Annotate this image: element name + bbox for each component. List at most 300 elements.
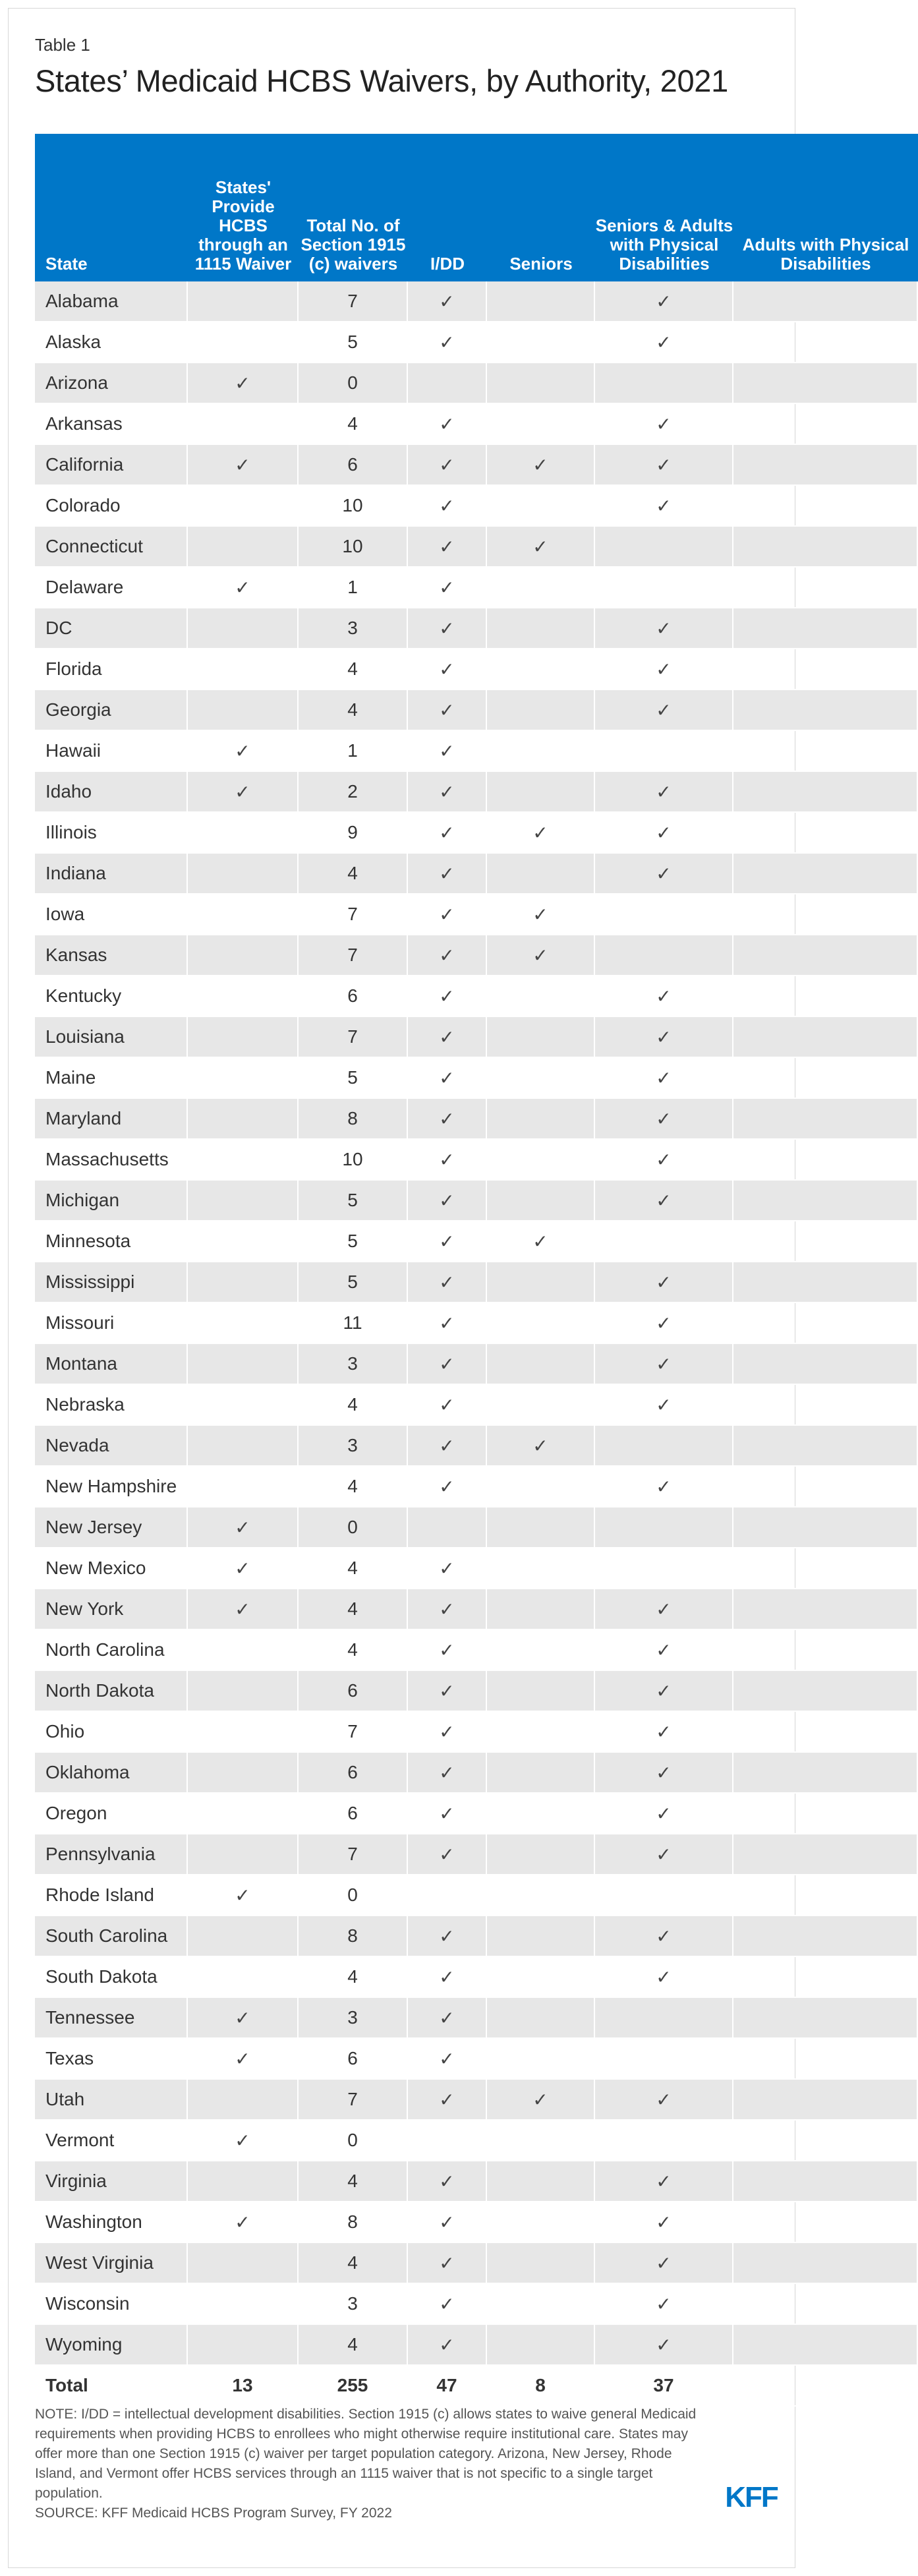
idd-cell <box>408 1508 487 1548</box>
check-icon: ✓ <box>235 454 250 476</box>
seniors-cell <box>487 363 595 404</box>
total-1915c-cell: 10 <box>299 527 408 568</box>
waiver-1115-cell <box>188 1467 299 1508</box>
seniors-cell <box>487 1548 595 1589</box>
check-icon: ✓ <box>235 2211 250 2233</box>
idd-cell <box>408 1262 487 1303</box>
adults-pd-cell <box>733 2202 918 2243</box>
seniors-adults-pd-cell <box>595 1712 733 1753</box>
state-cell: Maryland <box>35 1099 188 1140</box>
adults-pd-cell <box>733 1262 918 1303</box>
waiver-1115-cell <box>188 2121 299 2161</box>
seniors-cell <box>487 322 595 363</box>
header-idd: I/DD <box>408 134 487 281</box>
check-icon: ✓ <box>439 2006 455 2029</box>
seniors-adults-pd-cell <box>595 1875 733 1916</box>
total-1915c-cell: 4 <box>299 649 408 690</box>
seniors-cell <box>487 1834 595 1875</box>
check-icon: ✓ <box>235 780 250 803</box>
idd-cell <box>408 445 487 486</box>
seniors-adults-pd-cell <box>595 1630 733 1671</box>
check-icon: ✓ <box>532 535 548 558</box>
adults-pd-cell <box>733 813 918 854</box>
table-row <box>35 1589 918 1630</box>
seniors-cell <box>487 813 595 854</box>
seniors-cell <box>487 1794 595 1834</box>
state-cell: Louisiana <box>35 1017 188 1058</box>
total-1915c-cell: 4 <box>299 1589 408 1630</box>
idd-cell <box>408 363 487 404</box>
waiver-1115-cell <box>188 1875 299 1916</box>
seniors-cell <box>487 1508 595 1548</box>
waiver-1115-cell <box>188 649 299 690</box>
seniors-cell <box>487 2121 595 2161</box>
footnote <box>35 2405 707 2523</box>
idd-cell <box>408 935 487 976</box>
total-1915c-cell: 8 <box>299 2202 408 2243</box>
table-body <box>35 281 918 2407</box>
idd-cell <box>408 2325 487 2366</box>
check-icon: ✓ <box>235 576 250 599</box>
idd-cell <box>408 772 487 813</box>
idd-cell <box>408 1221 487 1262</box>
seniors-adults-pd-cell <box>595 690 733 731</box>
idd-cell <box>408 854 487 894</box>
check-icon: ✓ <box>235 1598 250 1620</box>
seniors-cell <box>487 1262 595 1303</box>
state-cell: Texas <box>35 2039 188 2080</box>
seniors-cell <box>487 935 595 976</box>
idd-cell <box>408 1875 487 1916</box>
check-icon: ✓ <box>235 2047 250 2070</box>
seniors-adults-pd-cell <box>595 1344 733 1385</box>
seniors-adults-pd-cell <box>595 1099 733 1140</box>
waiver-1115-cell <box>188 935 299 976</box>
state-cell: Washington <box>35 2202 188 2243</box>
total-1915c-cell: 0 <box>299 2121 408 2161</box>
table-row <box>35 527 918 568</box>
check-icon: ✓ <box>439 1067 455 1089</box>
seniors-adults-pd-cell <box>595 1753 733 1794</box>
seniors-adults-pd-cell <box>595 1017 733 1058</box>
table-row <box>35 2121 918 2161</box>
state-cell: Oregon <box>35 1794 188 1834</box>
adults-pd-cell <box>733 363 918 404</box>
table-scroll-container[interactable] <box>35 134 909 2395</box>
seniors-adults-pd-cell <box>595 1834 733 1875</box>
seniors-adults-pd-cell <box>595 1303 733 1344</box>
adults-pd-cell <box>733 1426 918 1467</box>
table-row <box>35 1671 918 1712</box>
waiver-1115-cell <box>188 1262 299 1303</box>
total-1915c-cell: 11 <box>299 1303 408 1344</box>
idd-cell <box>408 1671 487 1712</box>
total-1915c-cell: 10 <box>299 1140 408 1181</box>
adults-pd-cell <box>733 2080 918 2121</box>
table-row <box>35 1794 918 1834</box>
table-row <box>35 2161 918 2202</box>
table-row <box>35 1017 918 1058</box>
check-icon: ✓ <box>656 1107 672 1130</box>
check-icon: ✓ <box>439 862 455 885</box>
waiver-1115-cell <box>188 322 299 363</box>
state-cell: New Hampshire <box>35 1467 188 1508</box>
total-1915c-cell: 7 <box>299 1834 408 1875</box>
table-row <box>35 1181 918 1221</box>
idd-cell <box>408 1712 487 1753</box>
state-cell: Maine <box>35 1058 188 1099</box>
state-cell: Pennsylvania <box>35 1834 188 1875</box>
total-1915c-cell: 3 <box>299 1998 408 2039</box>
adults-pd-cell <box>733 1548 918 1589</box>
adults-pd-cell <box>733 894 918 935</box>
idd-cell <box>408 2284 487 2325</box>
waiver-1115-cell <box>188 1426 299 1467</box>
state-cell: Delaware <box>35 568 188 608</box>
check-icon: ✓ <box>656 331 672 353</box>
check-icon: ✓ <box>439 985 455 1007</box>
seniors-adults-pd-cell <box>595 568 733 608</box>
waiver-1115-cell <box>188 2243 299 2284</box>
waiver-1115-cell <box>188 1140 299 1181</box>
waiver-1115-cell <box>188 1834 299 1875</box>
state-cell: Kansas <box>35 935 188 976</box>
adults-pd-cell <box>733 1385 918 1426</box>
check-icon: ✓ <box>439 2252 455 2274</box>
state-cell: Massachusetts <box>35 1140 188 1181</box>
waiver-1115-cell <box>188 894 299 935</box>
table-row <box>35 445 918 486</box>
state-cell: Iowa <box>35 894 188 935</box>
check-icon: ✓ <box>439 1475 455 1498</box>
state-cell: Arkansas <box>35 404 188 445</box>
total-1915c-cell: 4 <box>299 404 408 445</box>
idd-cell <box>408 1181 487 1221</box>
seniors-cell <box>487 1344 595 1385</box>
table-row <box>35 1467 918 1508</box>
check-icon: ✓ <box>656 699 672 721</box>
table-row <box>35 649 918 690</box>
total-1915c-cell: 7 <box>299 281 408 322</box>
page-title: States’ Medicaid HCBS Waivers, by Authority, 2021 <box>35 63 728 98</box>
waiver-1115-cell <box>188 1058 299 1099</box>
seniors-cell <box>487 2243 595 2284</box>
seniors-adults-pd-cell <box>595 854 733 894</box>
check-icon: ✓ <box>656 1966 672 1988</box>
idd-cell <box>408 1303 487 1344</box>
seniors-adults-pd-cell <box>595 363 733 404</box>
total-1915c-cell: 4 <box>299 1467 408 1508</box>
seniors-cell <box>487 1017 595 1058</box>
idd-cell <box>408 1344 487 1385</box>
seniors-adults-pd-cell <box>595 1467 733 1508</box>
check-icon: ✓ <box>656 2211 672 2233</box>
table-row <box>35 690 918 731</box>
idd-cell <box>408 281 487 322</box>
check-icon: ✓ <box>439 1639 455 1661</box>
waiver-1115-cell <box>188 1753 299 1794</box>
adults-pd-cell <box>733 854 918 894</box>
waiver-1115-cell: 13 <box>188 2366 299 2407</box>
check-icon: ✓ <box>656 1639 672 1661</box>
idd-cell <box>408 1753 487 1794</box>
seniors-cell <box>487 2202 595 2243</box>
table-row <box>35 1753 918 1794</box>
seniors-cell <box>487 1181 595 1221</box>
state-cell: Oklahoma <box>35 1753 188 1794</box>
header-adults-pd: Adults with Physical Disabilities <box>733 134 918 281</box>
waiver-1115-cell <box>188 813 299 854</box>
state-cell: Hawaii <box>35 731 188 772</box>
table-row <box>35 486 918 527</box>
total-1915c-cell: 7 <box>299 935 408 976</box>
idd-cell <box>408 2243 487 2284</box>
check-icon: ✓ <box>439 780 455 803</box>
state-cell: Total <box>35 2366 188 2407</box>
state-cell: Connecticut <box>35 527 188 568</box>
idd-cell <box>408 1916 487 1957</box>
waiver-1115-cell <box>188 2161 299 2202</box>
state-cell: Michigan <box>35 1181 188 1221</box>
table-row <box>35 1957 918 1998</box>
waiver-1115-cell <box>188 854 299 894</box>
check-icon: ✓ <box>656 1761 672 1784</box>
waiver-1115-cell <box>188 445 299 486</box>
check-icon: ✓ <box>439 1312 455 1334</box>
adults-pd-cell <box>733 568 918 608</box>
table-row <box>35 1344 918 1385</box>
adults-pd-cell <box>733 731 918 772</box>
seniors-cell <box>487 1467 595 1508</box>
check-icon: ✓ <box>656 2170 672 2192</box>
adults-pd-cell <box>733 2325 918 2366</box>
idd-cell <box>408 2080 487 2121</box>
total-1915c-cell: 2 <box>299 772 408 813</box>
total-1915c-cell: 7 <box>299 894 408 935</box>
table-row <box>35 731 918 772</box>
total-1915c-cell: 5 <box>299 1181 408 1221</box>
idd-cell <box>408 1794 487 1834</box>
waiver-1115-cell <box>188 486 299 527</box>
waiver-1115-cell <box>188 1548 299 1589</box>
check-icon: ✓ <box>439 1026 455 1048</box>
check-icon: ✓ <box>439 2170 455 2192</box>
seniors-adults-pd-cell <box>595 2080 733 2121</box>
note-text: NOTE: I/DD = intellectual development disabilities. Section 1915 (c) allows states to waive general Medicaid requirements when providing HCBS to enrollees who might otherwise require institutional care. States may offer more than one Section 1915 (c) waiver per target population category. Arizona, New Jersey, Rhode Island, and Vermont offer HCBS services through an 1115 waiver that is not specific to a single target population. <box>35 2407 697 2501</box>
header-seniors: Seniors <box>487 134 595 281</box>
total-1915c-cell: 6 <box>299 1671 408 1712</box>
idd-cell <box>408 404 487 445</box>
total-1915c-cell: 1 <box>299 568 408 608</box>
state-cell: Alaska <box>35 322 188 363</box>
check-icon: ✓ <box>656 821 672 844</box>
adults-pd-cell <box>733 1671 918 1712</box>
adults-pd-cell <box>733 2284 918 2325</box>
table-row <box>35 1875 918 1916</box>
total-1915c-cell: 0 <box>299 1875 408 1916</box>
seniors-cell: 8 <box>487 2366 595 2407</box>
idd-cell <box>408 486 487 527</box>
seniors-cell <box>487 568 595 608</box>
source-text: SOURCE: KFF Medicaid HCBS Program Survey, FY 2022 <box>35 2505 392 2521</box>
check-icon: ✓ <box>439 1720 455 1743</box>
state-cell: North Carolina <box>35 1630 188 1671</box>
seniors-cell <box>487 2325 595 2366</box>
total-1915c-cell: 8 <box>299 1916 408 1957</box>
table-row <box>35 2325 918 2366</box>
check-icon: ✓ <box>439 494 455 517</box>
waiver-1115-cell <box>188 2325 299 2366</box>
total-row <box>35 2366 918 2407</box>
total-1915c-cell: 4 <box>299 690 408 731</box>
seniors-adults-pd-cell <box>595 2202 733 2243</box>
waiver-1115-cell <box>188 608 299 649</box>
total-1915c-cell: 6 <box>299 1753 408 1794</box>
seniors-adults-pd-cell <box>595 1508 733 1548</box>
state-cell: West Virginia <box>35 2243 188 2284</box>
seniors-adults-pd-cell <box>595 976 733 1017</box>
waiver-1115-cell <box>188 690 299 731</box>
waiver-1115-cell <box>188 1630 299 1671</box>
check-icon: ✓ <box>235 2129 250 2152</box>
check-icon: ✓ <box>439 699 455 721</box>
seniors-cell <box>487 1957 595 1998</box>
table-row <box>35 1548 918 1589</box>
idd-cell <box>408 1998 487 2039</box>
table-row <box>35 1998 918 2039</box>
check-icon: ✓ <box>439 1802 455 1825</box>
check-icon: ✓ <box>656 1843 672 1865</box>
check-icon: ✓ <box>235 2006 250 2029</box>
total-1915c-cell: 3 <box>299 1344 408 1385</box>
adults-pd-cell <box>733 1221 918 1262</box>
check-icon: ✓ <box>532 903 548 925</box>
total-1915c-cell: 3 <box>299 608 408 649</box>
total-1915c-cell: 4 <box>299 854 408 894</box>
idd-cell <box>408 1140 487 1181</box>
idd-cell <box>408 976 487 1017</box>
seniors-cell <box>487 854 595 894</box>
waiver-1115-cell <box>188 404 299 445</box>
state-cell: Tennessee <box>35 1998 188 2039</box>
check-icon: ✓ <box>656 290 672 312</box>
idd-cell <box>408 1589 487 1630</box>
idd-cell <box>408 1630 487 1671</box>
waiver-1115-cell <box>188 1385 299 1426</box>
check-icon: ✓ <box>439 2211 455 2233</box>
seniors-adults-pd-cell <box>595 935 733 976</box>
state-cell: New Jersey <box>35 1508 188 1548</box>
check-icon: ✓ <box>439 903 455 925</box>
idd-cell <box>408 731 487 772</box>
check-icon: ✓ <box>532 1434 548 1457</box>
total-1915c-cell: 4 <box>299 1957 408 1998</box>
adults-pd-cell <box>733 1589 918 1630</box>
idd-cell <box>408 813 487 854</box>
seniors-adults-pd-cell <box>595 731 733 772</box>
adults-pd-cell <box>733 1916 918 1957</box>
seniors-cell <box>487 486 595 527</box>
figure-frame <box>8 8 909 2568</box>
check-icon: ✓ <box>439 331 455 353</box>
seniors-cell <box>487 1140 595 1181</box>
seniors-adults-pd-cell <box>595 2121 733 2161</box>
check-icon: ✓ <box>439 1434 455 1457</box>
adults-pd-cell <box>733 1794 918 1834</box>
seniors-adults-pd-cell <box>595 1058 733 1099</box>
seniors-adults-pd-cell <box>595 1957 733 1998</box>
adults-pd-cell <box>733 690 918 731</box>
adults-pd-cell <box>733 1181 918 1221</box>
idd-cell <box>408 1058 487 1099</box>
waiver-1115-cell <box>188 2202 299 2243</box>
check-icon: ✓ <box>656 1925 672 1947</box>
seniors-cell <box>487 1916 595 1957</box>
seniors-adults-pd-cell: 37 <box>595 2366 733 2407</box>
total-1915c-cell: 1 <box>299 731 408 772</box>
seniors-adults-pd-cell <box>595 527 733 568</box>
adults-pd-cell <box>733 1303 918 1344</box>
waiver-1115-cell <box>188 1916 299 1957</box>
state-cell: Missouri <box>35 1303 188 1344</box>
table-row <box>35 404 918 445</box>
check-icon: ✓ <box>656 1067 672 1089</box>
check-icon: ✓ <box>656 1353 672 1375</box>
waiver-1115-cell <box>188 1508 299 1548</box>
check-icon: ✓ <box>439 1148 455 1171</box>
total-1915c-cell: 6 <box>299 1794 408 1834</box>
seniors-cell <box>487 690 595 731</box>
check-icon: ✓ <box>656 1026 672 1048</box>
seniors-adults-pd-cell <box>595 1916 733 1957</box>
idd-cell <box>408 1017 487 1058</box>
seniors-adults-pd-cell <box>595 486 733 527</box>
adults-pd-cell <box>733 322 918 363</box>
table-row <box>35 608 918 649</box>
check-icon: ✓ <box>439 1189 455 1212</box>
seniors-cell <box>487 527 595 568</box>
waiver-1115-cell <box>188 1794 299 1834</box>
seniors-adults-pd-cell <box>595 649 733 690</box>
idd-cell <box>408 608 487 649</box>
total-1915c-cell: 7 <box>299 1017 408 1058</box>
adults-pd-cell <box>733 1344 918 1385</box>
state-cell: North Dakota <box>35 1671 188 1712</box>
adults-pd-cell <box>733 1957 918 1998</box>
check-icon: ✓ <box>439 821 455 844</box>
waiver-1115-cell <box>188 2080 299 2121</box>
waiver-1115-cell <box>188 1303 299 1344</box>
check-icon: ✓ <box>532 944 548 966</box>
seniors-adults-pd-cell <box>595 322 733 363</box>
state-cell: Mississippi <box>35 1262 188 1303</box>
total-1915c-cell: 0 <box>299 1508 408 1548</box>
check-icon: ✓ <box>439 1393 455 1416</box>
check-icon: ✓ <box>439 1966 455 1988</box>
check-icon: ✓ <box>439 740 455 762</box>
state-cell: Utah <box>35 2080 188 2121</box>
adults-pd-cell <box>733 1058 918 1099</box>
check-icon: ✓ <box>439 944 455 966</box>
check-icon: ✓ <box>656 780 672 803</box>
check-icon: ✓ <box>656 454 672 476</box>
waiver-1115-cell <box>188 772 299 813</box>
adults-pd-cell <box>733 2366 918 2407</box>
adults-pd-cell <box>733 281 918 322</box>
adults-pd-cell <box>733 1998 918 2039</box>
check-icon: ✓ <box>656 2293 672 2315</box>
check-icon: ✓ <box>656 494 672 517</box>
